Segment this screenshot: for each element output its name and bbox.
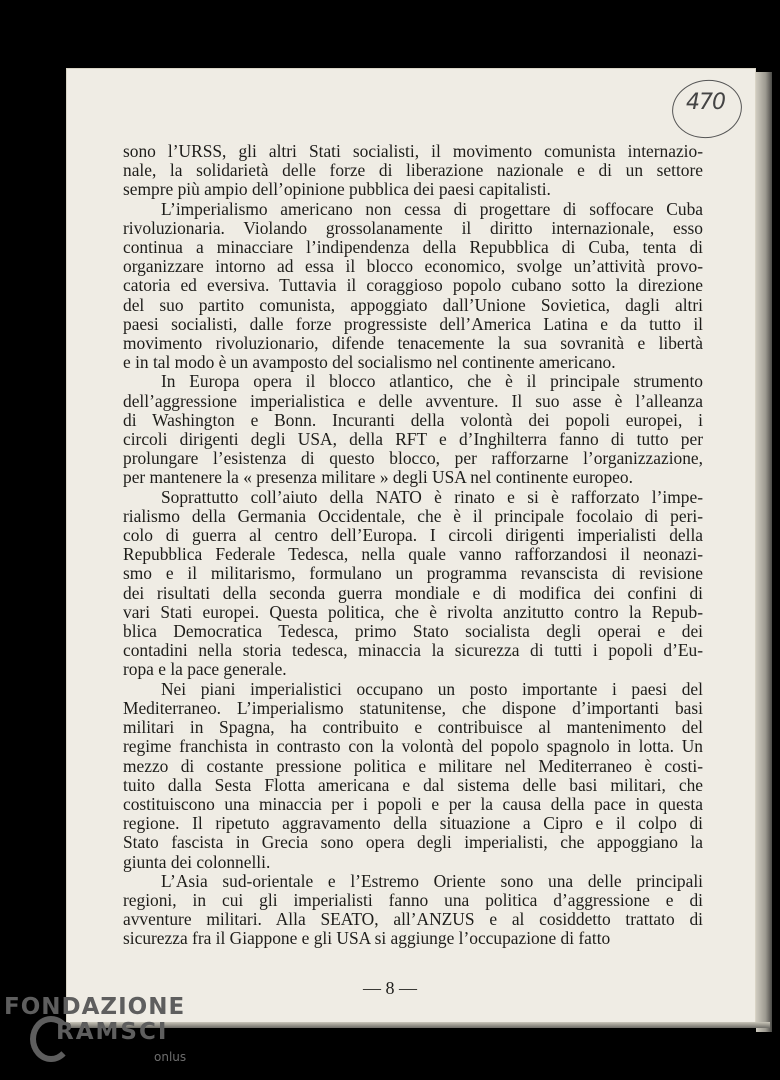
text-line: circoli dirigenti degli USA, della RFT e d’Inghilterra fanno di tutto per bbox=[123, 429, 703, 450]
text-line: contadini nella storia tedesca, minaccia la sicurezza di tutti i popoli d’Eu- bbox=[123, 640, 703, 661]
text-line: tuito dalla Sesta Flotta americana e dal sistema delle basi militari, che bbox=[123, 774, 703, 795]
page-edge bbox=[756, 72, 772, 1032]
watermark-line1: FONDAZIONE bbox=[4, 994, 186, 1020]
watermark-logo bbox=[4, 994, 204, 1078]
text-line: mezzo di costante pressione politica e militare nel Mediterraneo è costi- bbox=[123, 755, 703, 776]
text-line: paesi socialisti, dalle forze progressiste dell’America Latina e da tutto il bbox=[123, 313, 703, 334]
text-line: prolungare l’esistenza di questo blocco, per rafforzarne l’organizzazione, bbox=[123, 448, 703, 469]
text-line: L’Asia sud-orientale e l’Estremo Oriente sono una delle principali bbox=[161, 870, 703, 891]
text-line: avventure militari. Alla SEATO, all’ANZUS e al cosiddetto trattato di bbox=[123, 909, 703, 930]
text-line: sicurezza fra il Giappone e gli USA si aggiunge l’occupazione di fatto bbox=[123, 928, 611, 949]
watermark-line3: onlus bbox=[154, 1050, 187, 1064]
text-line: Repubblica Federale Tedesca, nella quale vanno rafforzandosi il neonazi- bbox=[123, 544, 703, 565]
text-line: dei risultati della seconda guerra mondiale e di modifica dei confini di bbox=[123, 582, 703, 603]
text-line: rivoluzionaria. Violando grossolanamente il diritto internazionale, esso bbox=[123, 217, 703, 238]
text-line: rialismo della Germania Occidentale, che è il principale focolaio di peri- bbox=[123, 505, 703, 526]
text-line: regione. Il ripetuto aggravamento della situazione a Cipro e il colpo di bbox=[123, 813, 703, 834]
text-line: movimento rivoluzionario, difende tenacemente la sua sovranità e libertà bbox=[123, 333, 703, 354]
text-line: Stato fascista in Grecia sono opera degli imperialisti, che appoggiano la bbox=[123, 832, 703, 853]
text-line: e in tal modo è un avamposto del socialismo nel continente americano. bbox=[123, 352, 616, 373]
text-line: organizzare intorno ad essa il blocco economico, svolge un’attività provo- bbox=[123, 256, 703, 277]
archive-stamp-number: 470 bbox=[686, 90, 725, 115]
text-line: giunta dei colonnelli. bbox=[123, 851, 271, 872]
page-number: — 8 — bbox=[363, 978, 417, 998]
text-line: sempre più ampio dell’opinione pubblica dei paesi capitalisti. bbox=[123, 179, 551, 200]
watermark-line2: RAMSCI bbox=[56, 1019, 169, 1045]
text-line: costituiscono una minaccia per i popoli e per la causa della pace in questa bbox=[123, 793, 703, 814]
text-line: militari in Spagna, ha contribuito e contribuisce al mantenimento del bbox=[123, 717, 703, 738]
text-line: blica Democratica Tedesca, primo Stato socialista degli operai e dei bbox=[123, 621, 703, 642]
text-line: di Washington e Bonn. Incuranti della volontà dei popoli europei, i bbox=[123, 409, 703, 430]
text-line: colo di guerra al centro dell’Europa. I circoli dirigenti imperialisti della bbox=[123, 525, 703, 546]
text-line: Soprattutto coll’aiuto della NATO è rinato e si è rafforzato l’impe- bbox=[161, 486, 703, 507]
text-line: nale, la solidarietà delle forze di liberazione nazionale e di un settore bbox=[123, 160, 703, 181]
text-line: ropa e la pace generale. bbox=[123, 659, 287, 680]
text-line: smo e il militarismo, formulano un programma revanscista di revisione bbox=[123, 563, 703, 584]
text-line: regioni, in cui gli imperialisti fanno una politica d’aggressione e di bbox=[123, 889, 703, 910]
text-line: sono l’URSS, gli altri Stati socialisti, il movimento comunista internazio- bbox=[123, 141, 703, 161]
text-line: del suo partito comunista, appoggiato dall’Unione Sovietica, dagli altri bbox=[123, 294, 703, 315]
text-line: Nei piani imperialistici occupano un posto importante i paesi del bbox=[161, 678, 703, 699]
text-line: regime franchista in contrasto con la volontà del popolo spagnolo in lotta. Un bbox=[123, 736, 703, 757]
text-line: per mantenere la « presenza militare » degli USA nel continente europeo. bbox=[123, 467, 633, 488]
text-line: vari Stati europei. Questa politica, che è rivolta anzitutto contro la Repub- bbox=[123, 601, 703, 622]
text-line: catoria ed eversiva. Tuttavia il coraggioso popolo cubano sotto la direzione bbox=[123, 275, 703, 296]
text-line: In Europa opera il blocco atlantico, che è il principale strumento bbox=[161, 371, 703, 392]
text-line: L’imperialismo americano non cessa di progettare di soffocare Cuba bbox=[161, 198, 703, 219]
body-text bbox=[123, 142, 703, 949]
text-line: dell’aggressione imperialistica e delle avventure. Il suo asse è l’alleanza bbox=[123, 390, 703, 411]
text-line: continua a minacciare l’indipendenza della Repubblica di Cuba, tenta di bbox=[123, 237, 703, 258]
text-line: Mediterraneo. L’imperialismo statunitense, che dispone d’importanti basi bbox=[123, 697, 703, 718]
